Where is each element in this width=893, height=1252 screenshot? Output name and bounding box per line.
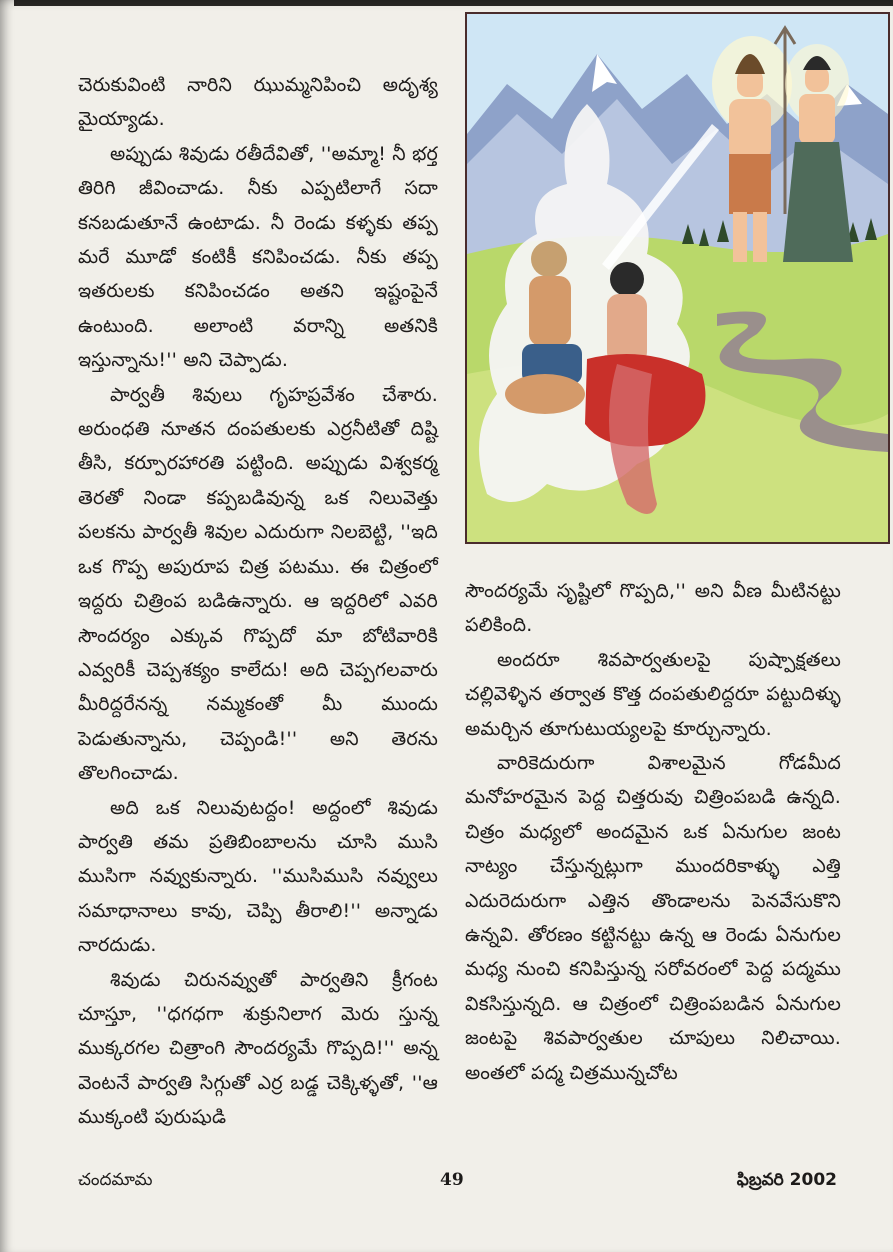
paragraph: చెరుకువింటి నారిని ఝుమ్మనిపించి అదృశ్య మైయ్యాడు. — [78, 74, 438, 131]
story-illustration — [465, 12, 890, 544]
issue-date: ఫిబ్రవరి 2002 — [736, 1170, 837, 1190]
paragraph: వారికెదురుగా విశాలమైన గోడమీద మనోహరమైన పెద్ద చిత్తరువు చిత్రింపబడి ఉన్నది. చిత్రం మధ్యలో అందమైన ఒక ఏనుగుల జంట నాట్యం చేస్తున్నట్లుగా ముందరికాళ్ళు ఎత్తి ఎదురెదురుగా ఎత్తిన తొండాలను పెనవేసుకొని ఉన్నవి. తోరణం కట్టినట్టు ఉన్న ఆ రెండు ఏనుగుల మధ్య నుంచి కనిపిస్తున్న సరోవరంలో పెద్ద పద్మము వికసిస్తున్నది. ఆ చిత్రంలో చిత్రింపబడిన ఏనుగుల జంటపై శివపార్వతుల చూపులు నిలిచాయి. అంతలో పద్మ చిత్రమున్నచోట — [465, 752, 841, 1084]
left-text-column — [78, 68, 438, 1135]
paragraph: పార్వతీ శివులు గృహప్రవేశం చేశారు. అరుంధతి నూతన దంపతులకు ఎర్రనీటితో దిష్టి తీసి, కర్పూరహారతి పట్టింది. అప్పుడు విశ్వకర్మ తెరతో నిండా కప్పబడివున్న ఒక నిలువెత్తు పలకను పార్వతీ శివుల ఎదురుగా నిలబెట్టి, ''ఇది ఒక గొప్ప అపురూప చిత్ర పటము. ఈ చిత్రంలో ఇద్దరు చిత్రింప బడిఉన్నారు. ఆ ఇద్దరిలో ఎవరి సౌందర్యం ఎక్కువ గొప్పదో మా బోటివారికి ఎవ్వరికీ చెప్పశక్యం కాలేదు! అది చెప్పగలవారు మీరిద్దరేనన్న నమ్మకంతో మీ ముందు పెడుతున్నాను, చెప్పండి!'' అని తెరను తొలగించాడు. — [78, 383, 438, 785]
right-text-column — [465, 574, 841, 1090]
magazine-name: చందమామ — [78, 1170, 153, 1190]
paragraph: అప్పుడు శివుడు రతీదేవితో, ''అమ్మా! నీ భర్త తిరిగి జీవించాడు. నీకు ఎప్పటిలాగే సదా కనబడుతూనే ఉంటాడు. నీ రెండు కళ్ళకు తప్ప మరే మూడో కంటికీ కనిపించడు. నీకు తప్ప ఇతరులకు కనిపించడం అతని ఇష్టంపైనే ఉంటుంది. అలాంటి వరాన్ని అతనికి ఇస్తున్నాను!'' అని చెప్పాడు. — [78, 142, 438, 372]
paragraph: శివుడు చిరునవ్వుతో పార్వతిని క్రీగంట చూస్తూ, ''ధగధగా శుక్రునిలాగ మెరు స్తున్న ముక్కరగల చిత్రాంగి సౌందర్యమే గొప్పది!'' అన్న వెంటనే పార్వతి సిగ్గుతో ఎర్ర బడ్డ చెక్కిళ్ళతో, ''ఆ ముక్కంటి పురుషుడి — [78, 968, 438, 1129]
paragraph: సౌందర్యమే సృష్టిలో గొప్పది,'' అని వీణ మీటినట్టు పలికింది. — [465, 580, 841, 637]
page-footer — [0, 1170, 893, 1200]
page-top-border — [14, 0, 893, 6]
paragraph: అందరూ శివపార్వతులపై పుష్పాక్షతలు చల్లివెళ్ళిన తర్వాత కొత్త దంపతులిద్దరూ పట్టుదిళ్ళు అమర్చిన తూగుటుయ్యలపై కూర్చున్నారు. — [465, 648, 841, 740]
page-number: 49 — [440, 1170, 464, 1190]
paragraph: అది ఒక నిలువుటద్దం! అద్దంలో శివుడు పార్వతి తమ ప్రతిబింబాలను చూసి ముసి ముసిగా నవ్వుకున్నారు. ''ముసిముసి నవ్వులు సమాధానాలు కావు, చెప్పి తీరాలి!'' అన్నాడు నారదుడు. — [78, 796, 438, 957]
illustration-shiva-parvati-blessing — [467, 14, 888, 542]
